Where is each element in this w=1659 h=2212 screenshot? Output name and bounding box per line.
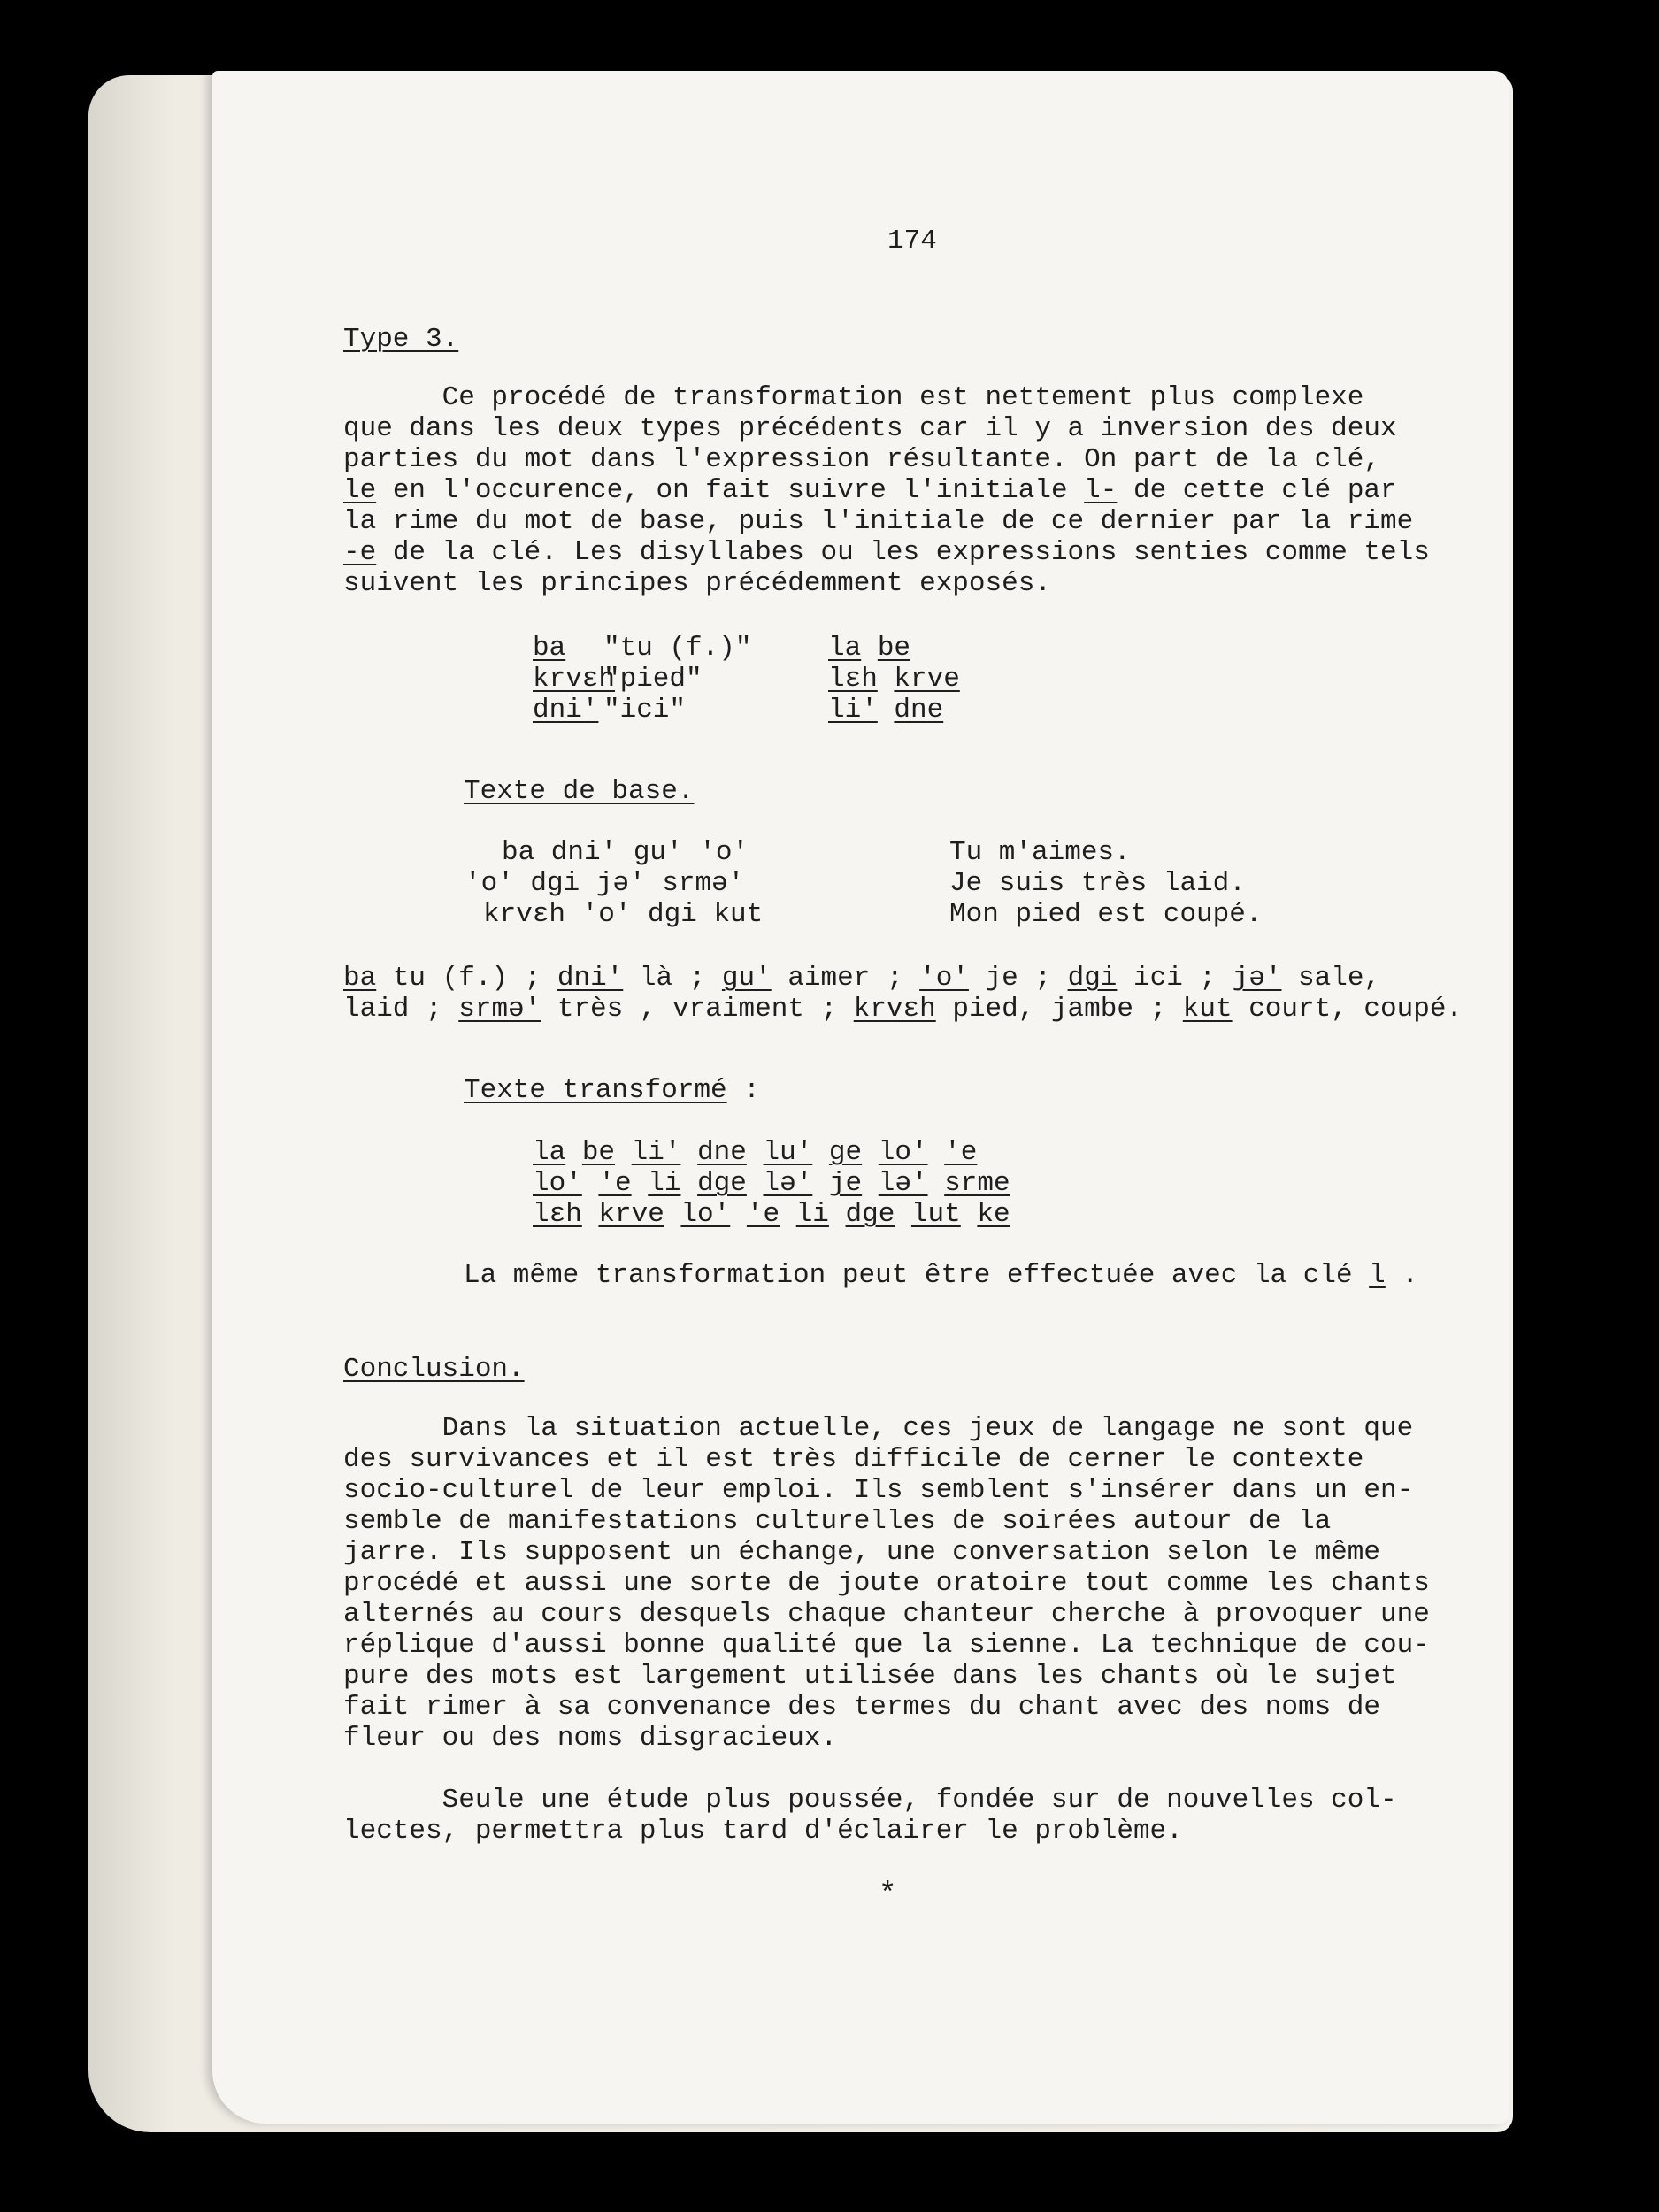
paragraph-line: Ce procédé de transformation est nettement plus complexe bbox=[343, 382, 1364, 413]
base-translation-line: Je suis très laid. bbox=[949, 868, 1246, 899]
paragraph-line: -e de la clé. Les disyllabes ou les expressions senties comme tels bbox=[343, 537, 1430, 568]
example-result: li' dne bbox=[828, 695, 944, 726]
paragraph-line: socio-culturel de leur emploi. Ils semblent s'insérer dans un en- bbox=[343, 1475, 1414, 1506]
example-word: ba bbox=[533, 633, 566, 664]
paragraph-line: que dans les deux types précédents car il y a inversion des deux bbox=[343, 413, 1397, 444]
page-number: 174 bbox=[887, 226, 937, 257]
base-text-heading: Texte de base. bbox=[464, 776, 695, 807]
transformed-line: la be li' dne lu' ge lo' 'e bbox=[533, 1137, 978, 1168]
example-result: la be bbox=[828, 633, 911, 664]
transformed-line: lo' 'e li dge lə' je lə' srme bbox=[533, 1168, 1010, 1199]
paragraph-line: pure des mots est largement utilisée dans les chants où le sujet bbox=[343, 1661, 1397, 1692]
base-translation-line: Tu m'aimes. bbox=[949, 837, 1131, 868]
underlined-rime: -e bbox=[343, 537, 377, 568]
example-gloss: "pied" bbox=[603, 664, 703, 695]
example-word: dni' bbox=[533, 695, 599, 726]
transformed-line: lɛh krve lo' 'e li dge lut ke bbox=[533, 1199, 1010, 1230]
glossary-line: laid ; srmə' très , vraiment ; krvɛh pied, jambe ; kut court, coupé. bbox=[343, 994, 1463, 1025]
end-mark: * bbox=[879, 1878, 897, 1912]
example-gloss: "tu (f.)" bbox=[603, 633, 752, 664]
paragraph-line: suivent les principes précédemment exposés. bbox=[343, 568, 1051, 599]
base-translation-line: Mon pied est coupé. bbox=[949, 899, 1263, 930]
underlined-key: le bbox=[343, 475, 377, 506]
example-gloss: "ici" bbox=[603, 695, 687, 726]
paragraph-line: fait rimer à sa convenance des termes du chant avec des noms de bbox=[343, 1692, 1380, 1723]
paragraph-line: fleur ou des noms disgracieux. bbox=[343, 1723, 838, 1754]
paragraph-line: parties du mot dans l'expression résultante. On part de la clé, bbox=[343, 444, 1380, 475]
base-vernacular-line: ba dni' gu' 'o' bbox=[502, 837, 749, 868]
base-vernacular-line: 'o' dgi jə' srmə' bbox=[465, 868, 745, 899]
paragraph-line: Seule une étude plus poussée, fondée sur de nouvelles col- bbox=[343, 1785, 1397, 1816]
example-result: lɛh krve bbox=[828, 664, 960, 695]
paragraph-line: semble de manifestations culturelles de soirées autour de la bbox=[343, 1506, 1332, 1537]
conclusion-heading: Conclusion. bbox=[343, 1354, 525, 1385]
base-vernacular-line: krvɛh 'o' dgi kut bbox=[483, 899, 764, 930]
paragraph-line: la rime du mot de base, puis l'initiale de ce dernier par la rime bbox=[343, 506, 1414, 537]
paragraph-line: réplique d'aussi bonne qualité que la sienne. La technique de cou- bbox=[343, 1630, 1430, 1661]
paragraph-line: procédé et aussi une sorte de joute oratoire tout comme les chants bbox=[343, 1568, 1430, 1599]
type3-heading: Type 3. bbox=[343, 324, 459, 355]
transformation-note: La même transformation peut être effectuée avec la clé l . bbox=[464, 1260, 1418, 1291]
paragraph-line: Dans la situation actuelle, ces jeux de langage ne sont que bbox=[343, 1413, 1414, 1444]
paragraph-line: lectes, permettra plus tard d'éclairer le problème. bbox=[343, 1816, 1183, 1847]
transformed-text-heading: Texte transformé : bbox=[464, 1075, 760, 1106]
paragraph-line: le en l'occurence, on fait suivre l'initiale l- de cette clé par bbox=[343, 475, 1397, 506]
paragraph-line: alternés au cours desquels chaque chanteur cherche à provoquer une bbox=[343, 1599, 1430, 1630]
paragraph-line: des survivances et il est très difficile de cerner le contexte bbox=[343, 1444, 1364, 1475]
underlined-initial: l- bbox=[1084, 475, 1118, 506]
glossary-line: ba tu (f.) ; dni' là ; gu' aimer ; 'o' je ; dgi ici ; jə' sale, bbox=[343, 963, 1381, 994]
paragraph-line: jarre. Ils supposent un échange, une conversation selon le même bbox=[343, 1537, 1380, 1568]
example-word: krvɛh bbox=[533, 664, 616, 695]
